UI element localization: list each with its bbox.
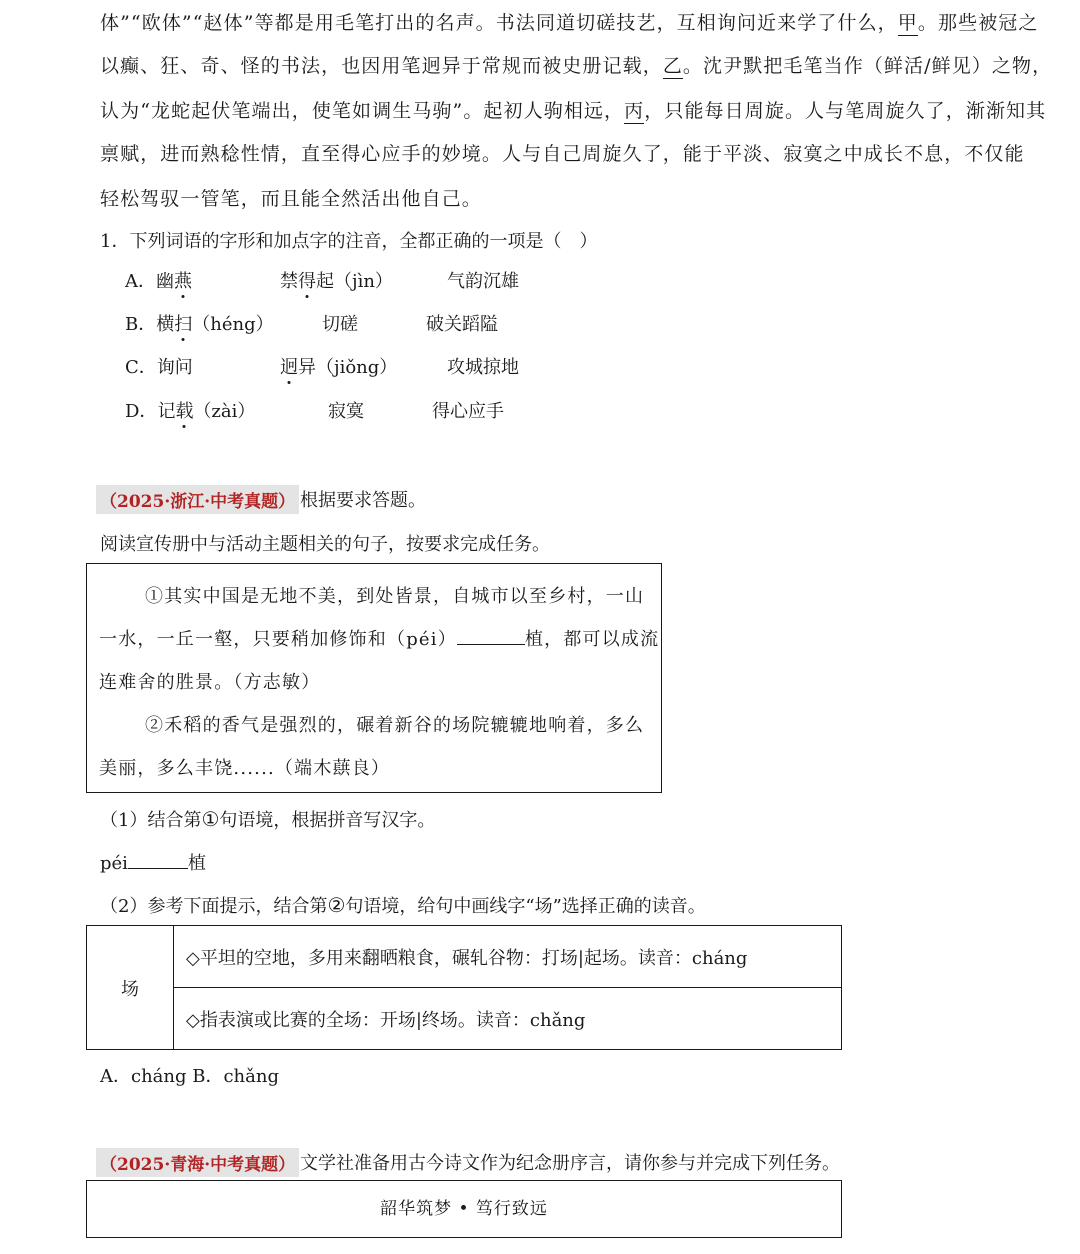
section2-intro: 根据要求答题。 (300, 490, 426, 511)
quote-line: ①其实中国是无地不美，到处皆景，自城市以至乡村，一山 (145, 586, 645, 607)
source-tag-qinghai: （2025·青海·中考真题） (96, 1148, 299, 1177)
passage-line: 轻松驾驭一管笔，而且能全然活出他自己。 (100, 188, 482, 210)
option-a-word2: 禁得起（jìn） (280, 271, 393, 292)
pronunciation-table (86, 925, 842, 1050)
option-b-word2: 切磋 (322, 314, 358, 335)
subquestion-1: （1）结合第①句语境，根据拼音写汉字。 (100, 807, 436, 831)
option-d: D．记载（zài） (125, 401, 256, 422)
table-row: ◇平坦的空地，多用来翻晒粮食，碾轧谷物：打场|起场。读音：cháng (174, 926, 842, 988)
quote-line: 连难舍的胜景。（方志敏） (99, 672, 321, 693)
answer-blank[interactable] (457, 626, 525, 645)
passage-line: 以癫、狂、奇、怪的书法，也因用笔迥异于常规而被史册记载，乙。沈尹默把毛笔当作（鲜活/鲜见）之物， (100, 55, 1053, 77)
option-d-word3: 得心应手 (432, 401, 504, 422)
title-box: 韶华筑梦 • 笃行致远 (86, 1180, 842, 1238)
table-head-char: 场 (87, 926, 174, 1050)
blank-mark-jia: 甲 (897, 12, 918, 34)
blank-mark-bing: 丙 (624, 100, 645, 122)
section2-instruction: 阅读宣传册中与活动主题相关的句子，按要求完成任务。 (100, 534, 550, 555)
subquestion-2: （2）参考下面提示，结合第②句语境，给句中画线字“场”选择正确的读音。 (100, 893, 706, 917)
option-c-word2: 迥异（jiǒng） (280, 357, 398, 378)
quote-line: 一水，一丘一壑，只要稍加修饰和（péi） 植，都可以成流 (99, 625, 659, 651)
passage-line: 禀赋，进而熟稔性情，直至得心应手的妙境。人与自己周旋久了，能于平淡、寂寞之中成长不息，不仅能 (100, 143, 1025, 165)
table-row: ◇指表演或比赛的全场：开场|终场。读音：chǎng (174, 988, 842, 1050)
subquestion-2-options: A．cháng B．chǎng (100, 1066, 279, 1087)
option-b: B．横扫（héng） (125, 314, 274, 335)
source-tag-zhejiang: （2025·浙江·中考真题） (96, 485, 299, 514)
answer-blank[interactable] (128, 850, 188, 869)
option-c-word3: 攻城掠地 (447, 357, 519, 378)
quote-box (86, 563, 662, 793)
quote-line: 美丽，多么丰饶......（端木蕻良） (99, 758, 391, 779)
quote-line: ②禾稻的香气是强烈的，碾着新谷的场院辘辘地响着，多么 (145, 715, 645, 736)
option-a: A．幽燕 (125, 271, 192, 292)
option-c: C．询问 (125, 357, 193, 378)
option-b-word3: 破关蹈隘 (426, 314, 498, 335)
option-a-word3: 气韵沉雄 (447, 271, 519, 292)
blank-mark-yi: 乙 (662, 55, 683, 77)
passage-line: 认为“龙蛇起伏笔端出，使笔如调生马驹”。起初人驹相远，丙，只能每日周旋。人与笔周旋久了，渐渐知其 (100, 100, 1047, 122)
section3-intro: 文学社准备用古今诗文作为纪念册序言，请你参与并完成下列任务。 (300, 1153, 840, 1174)
passage-line: 体”“欧体”“赵体”等都是用毛笔打出的名声。书法同道切磋技艺，互相询问近来学了什么，甲。那些被冠之 (100, 12, 1039, 34)
subquestion-1-answer: péi 植 (100, 849, 206, 875)
option-d-word2: 寂寞 (328, 401, 364, 422)
question-1-stem: 1．下列词语的字形和加点字的注音，全都正确的一项是（ ） (100, 231, 598, 252)
